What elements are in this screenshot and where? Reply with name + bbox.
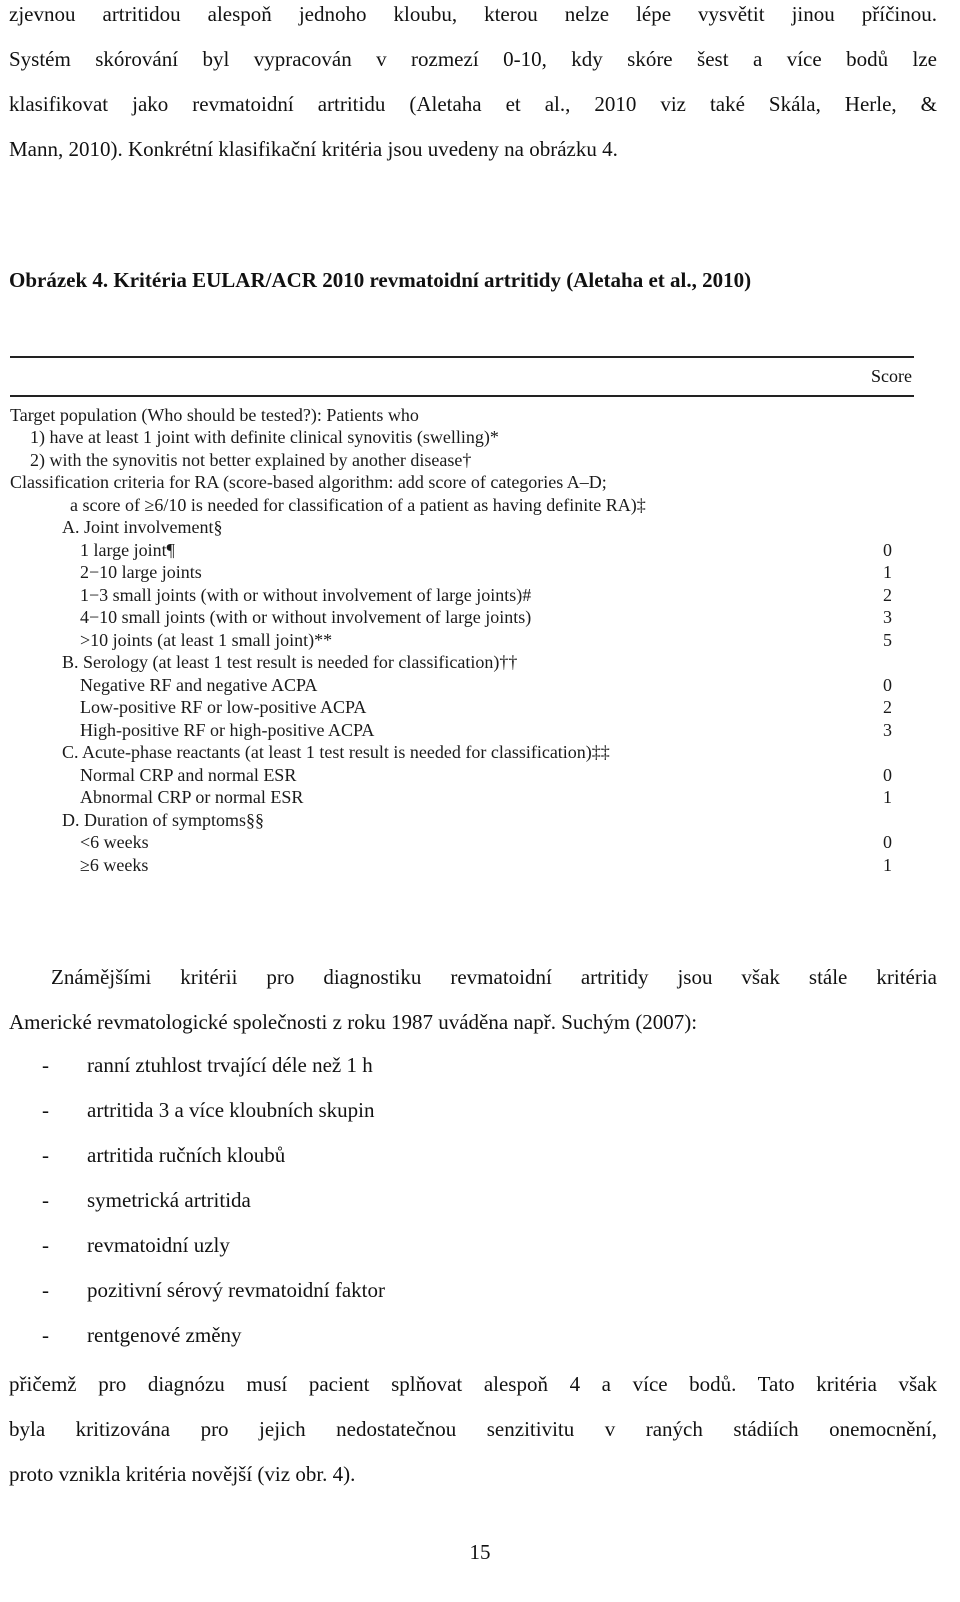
- criteria-score: 0: [883, 675, 892, 695]
- list-item-text: artritida 3 a více kloubních skupin: [87, 1098, 375, 1122]
- criteria-row: [10, 629, 914, 651]
- intro-line: klasifikovat jako revmatoidní artritidu (Aletaha et al., 2010 viz také Skála, Herle, &: [9, 92, 937, 116]
- criteria-text: Low-positive RF or low-positive ACPA: [80, 697, 367, 717]
- criteria-row: [10, 651, 914, 673]
- paragraph-line: proto vznikla kritéria novější (viz obr. 4).: [9, 1462, 356, 1486]
- dash-marker: -: [42, 1323, 49, 1347]
- list-item: [42, 1313, 385, 1358]
- criteria-row: [10, 719, 914, 741]
- criteria-text: 2) with the synovitis not better explained by another disease†: [30, 450, 472, 470]
- criteria-score: 0: [883, 765, 892, 785]
- dash-marker: -: [42, 1233, 49, 1257]
- criteria-text: Classification criteria for RA (score-based algorithm: add score of categories A–D;: [10, 472, 607, 492]
- dash-marker: -: [42, 1278, 49, 1302]
- criteria-score: 5: [883, 630, 892, 650]
- criteria-row: [10, 426, 914, 448]
- score-header: Score: [871, 366, 912, 386]
- criteria-text: ≥6 weeks: [80, 855, 149, 875]
- criteria-row: [10, 494, 914, 516]
- list-item: [42, 1043, 385, 1088]
- criteria-score: 2: [883, 585, 892, 605]
- list-item-text: ranní ztuhlost trvající déle než 1 h: [87, 1053, 373, 1077]
- criteria-score: 1: [883, 787, 892, 807]
- paragraph-line: byla kritizována pro jejich nedostatečnou senzitivitu v raných stádiích onemocnění,: [9, 1417, 937, 1441]
- criteria-score: 3: [883, 607, 892, 627]
- paragraph-criteria-1987: [9, 955, 937, 1045]
- criteria-score: 1: [883, 855, 892, 875]
- criteria-score: 2: [883, 697, 892, 717]
- intro-line: zjevnou artritidou alespoň jednoho kloubu, kterou nelze lépe vysvětit jinou příčinou.: [9, 2, 937, 26]
- criteria-text: a score of ≥6/10 is needed for classification of a patient as having definite RA)‡: [70, 495, 646, 515]
- paragraph-line: Známějšími kritérii pro diagnostiku revmatoidní artritidy jsou však stále kritéria: [51, 965, 937, 989]
- criteria-text: >10 joints (at least 1 small joint)**: [80, 630, 333, 650]
- list-item-text: pozitivní sérový revmatoidní faktor: [87, 1278, 386, 1302]
- criteria-text: Abnormal CRP or normal ESR: [80, 787, 304, 807]
- criteria-text: C. Acute-phase reactants (at least 1 test result is needed for classification)‡‡: [62, 742, 610, 762]
- criteria-row: [10, 561, 914, 583]
- dash-marker: -: [42, 1188, 49, 1212]
- criteria-row: [10, 539, 914, 561]
- criteria-text: 4−10 small joints (with or without involvement of large joints): [80, 607, 532, 627]
- page-number: 15: [469, 1540, 491, 1564]
- criteria-text: Normal CRP and normal ESR: [80, 765, 297, 785]
- list-item: [42, 1223, 385, 1268]
- criteria-text: 2−10 large joints: [80, 562, 202, 582]
- criteria-score: 0: [883, 540, 892, 560]
- criteria-text: Target population (Who should be tested?): Patients who: [10, 405, 419, 425]
- criteria-text: 1 large joint¶: [80, 540, 175, 560]
- criteria-text: 1−3 small joints (with or without involvement of large joints)#: [80, 585, 532, 605]
- criteria-row: [10, 786, 914, 808]
- list-item: [42, 1088, 385, 1133]
- criteria-score: 3: [883, 720, 892, 740]
- criteria-text: Negative RF and negative ACPA: [80, 675, 318, 695]
- criteria-row: [10, 741, 914, 763]
- list-item: [42, 1268, 385, 1313]
- dash-marker: -: [42, 1098, 49, 1122]
- criteria-row: [10, 831, 914, 853]
- criteria-row: [10, 854, 914, 876]
- dash-marker: -: [42, 1053, 49, 1077]
- intro-line: Systém skórování byl vypracován v rozmezí 0-10, kdy skóre šest a více bodů lze: [9, 47, 937, 71]
- criteria-text: High-positive RF or high-positive ACPA: [80, 720, 375, 740]
- criteria-row: [10, 516, 914, 538]
- intro-line: Mann, 2010). Konkrétní klasifikační kritéria jsou uvedeny na obrázku 4.: [9, 137, 618, 161]
- criteria-score: 1: [883, 562, 892, 582]
- list-item: [42, 1133, 385, 1178]
- list-item-text: rentgenové změny: [87, 1323, 242, 1347]
- criteria-text: 1) have at least 1 joint with definite clinical synovitis (swelling)*: [30, 427, 499, 447]
- list-item-text: revmatoidní uzly: [87, 1233, 230, 1257]
- criteria-row: [10, 764, 914, 786]
- top-rule: [10, 356, 914, 358]
- criteria-row: [10, 449, 914, 471]
- criteria-text: B. Serology (at least 1 test result is needed for classification)††: [62, 652, 518, 672]
- criteria-text: <6 weeks: [80, 832, 149, 852]
- paragraph-line: Americké revmatologické společnosti z roku 1987 uváděna např. Suchým (2007):: [9, 1010, 698, 1034]
- criteria-row: [10, 584, 914, 606]
- criteria-row: [10, 404, 914, 426]
- paragraph-line: přičemž pro diagnózu musí pacient splňovat alespoň 4 a více bodů. Tato kritéria však: [9, 1372, 937, 1396]
- criteria-score: 0: [883, 832, 892, 852]
- criteria-row: [10, 674, 914, 696]
- criteria-row: [10, 809, 914, 831]
- criteria-figure: [10, 356, 914, 886]
- criteria-list: [42, 1043, 385, 1358]
- list-item-text: symetrická artritida: [87, 1188, 251, 1212]
- criteria-row: [10, 471, 914, 493]
- intro-paragraph: [9, 0, 937, 172]
- list-item: [42, 1178, 385, 1223]
- criteria-row: [10, 696, 914, 718]
- paragraph-conclusion: [9, 1362, 937, 1497]
- dash-marker: -: [42, 1143, 49, 1167]
- criteria-row: [10, 606, 914, 628]
- criteria-text: A. Joint involvement§: [62, 517, 223, 537]
- criteria-text: D. Duration of symptoms§§: [62, 810, 264, 830]
- figure-caption: Obrázek 4. Kritéria EULAR/ACR 2010 revmatoidní artritidy (Aletaha et al., 2010): [9, 268, 752, 292]
- header-rule: [10, 395, 914, 397]
- list-item-text: artritida ručních kloubů: [87, 1143, 286, 1167]
